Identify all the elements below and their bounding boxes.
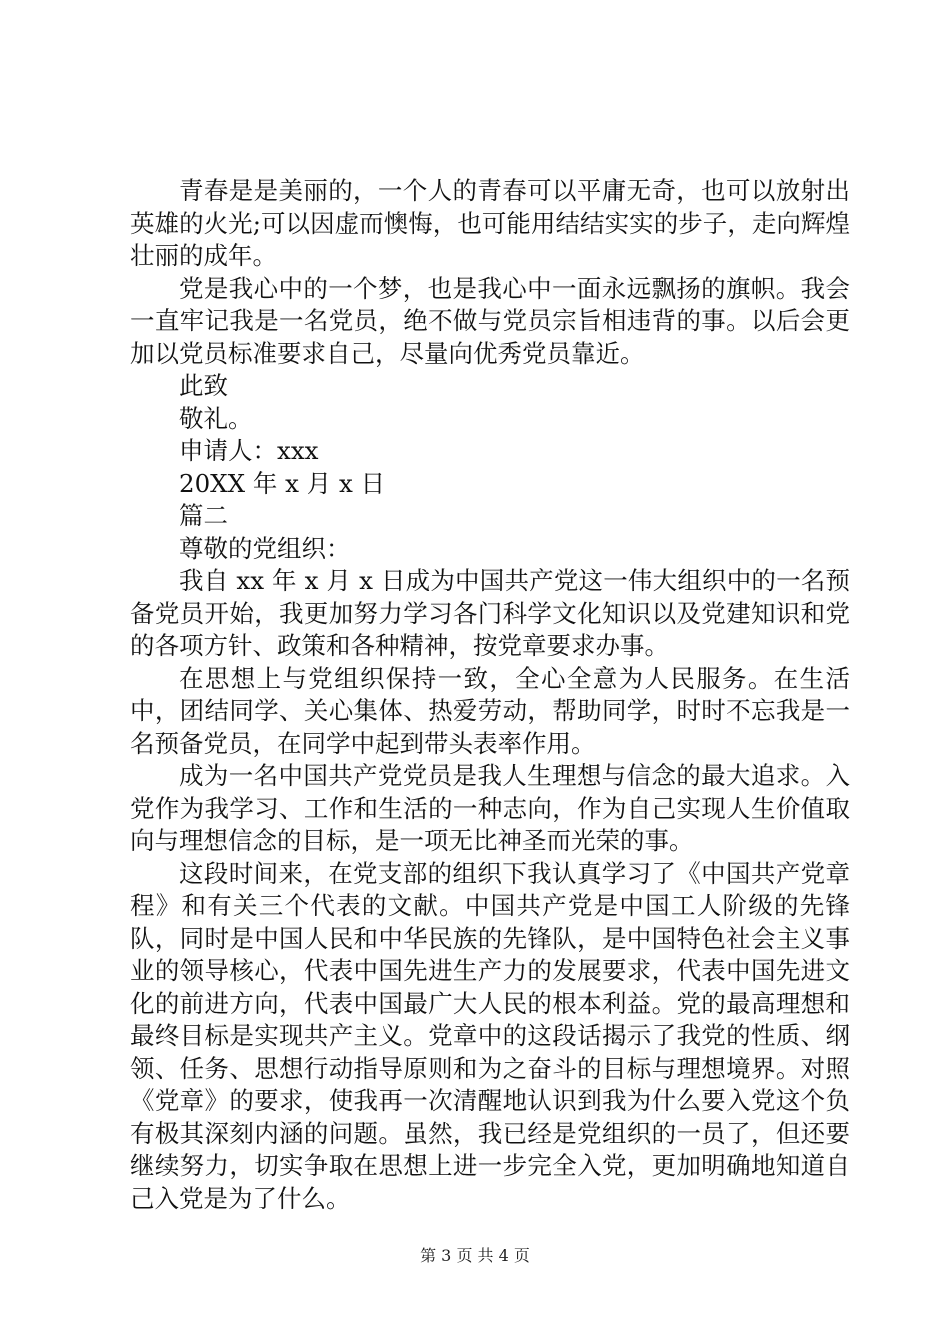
paragraph-study: 这段时间来，在党支部的组织下我认真学习了《中国共产党章程》和有关三个代表的文献。中国共产党是中国工人阶级的先锋队，同时是中国人民和中华民族的先锋队，是中国特色社会主义事业的领导核心，代表中国先进生产力的发展要求，代表中国先进文化的前进方向，代表中国最广大人民的根本利益。党的最高理想和最终目标是实现共产主义。党章中的这段话揭示了我党的性质、纲领、任务、思想行动指导原则和为之奋斗的目标与理想境界。对照《党章》的要求，使我再一次清醒地认识到我为什么要入党这个负有极其深刻内涵的问题。虽然，我已经是党组织的一员了，但还要继续努力，切实争取在思想上进一步完全入党，更加明确地知道自己入党是为了什么。 bbox=[130, 858, 850, 1213]
section-title: 篇二 bbox=[179, 501, 228, 530]
paragraph-thought: 在思想上与党组织保持一致，全心全意为人民服务。在生活中，团结同学、关心集体、热爱劳动，帮助同学，时时不忘我是一名预备党员，在同学中起到带头表率作用。 bbox=[130, 663, 850, 758]
applicant-line: 申请人：xxx bbox=[179, 436, 319, 465]
closing-line: 此致 bbox=[179, 371, 228, 400]
greeting-line: 尊敬的党组织： bbox=[179, 533, 351, 563]
page-number: 第 3 页 共 4 页 bbox=[420, 1246, 530, 1265]
date-line: 20XX 年 x 月 x 日 bbox=[179, 468, 386, 498]
paragraph-youth: 青春是是美丽的，一个人的青春可以平庸无奇，也可以放射出英雄的火光;可以因虚而懊悔，也可能用结结实实的步子，走向辉煌壮丽的成年。 bbox=[130, 176, 850, 270]
paragraph-dream: 党是我心中的一个梦，也是我心中一面永远飘扬的旗帜。我会一直牢记我是一名党员，绝不做与党员宗旨相违背的事。以后会更加以党员标准要求自己，尽量向优秀党员靠近。 bbox=[130, 273, 850, 368]
document-body bbox=[130, 175, 850, 1215]
paragraph-ideal: 成为一名中国共产党党员是我人生理想与信念的最大追求。入党作为我学习、工作和生活的一种志向，作为自己实现人生价值取向与理想信念的目标，是一项无比神圣而光荣的事。 bbox=[130, 761, 850, 855]
salute-line: 敬礼。 bbox=[179, 403, 253, 433]
page-footer bbox=[0, 1246, 950, 1266]
paragraph-probation: 我自 xx 年 x 月 x 日成为中国共产党这一伟大组织中的一名预备党员开始，我更加努力学习各门科学文化知识以及党建知识和党的各项方针、政策和各种精神，按党章要求办事。 bbox=[130, 566, 850, 660]
